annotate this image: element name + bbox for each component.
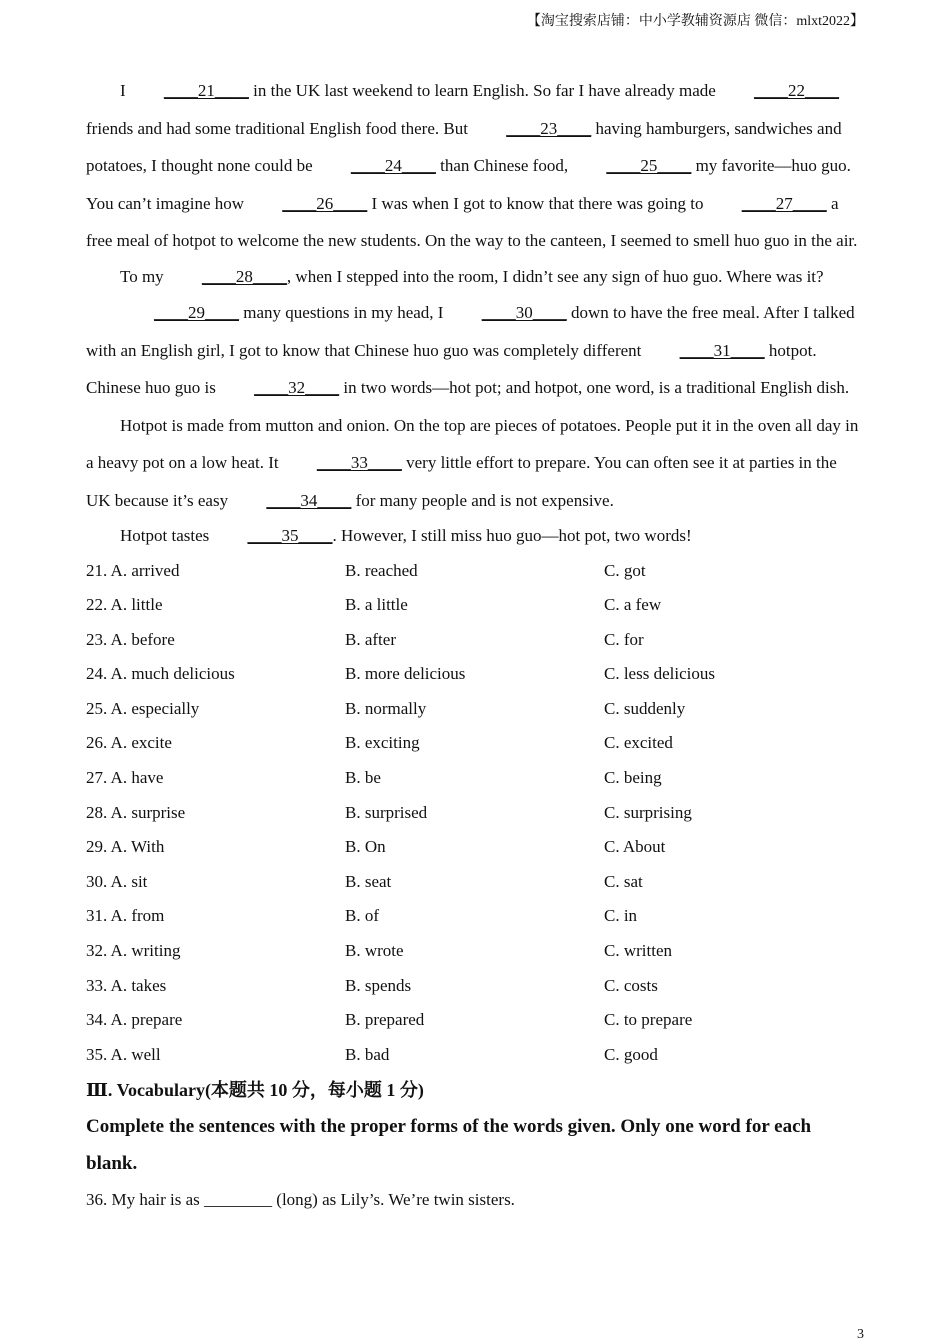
- passage-text: many questions in my head, I: [239, 303, 448, 322]
- answer-blank: ____27____: [741, 193, 827, 213]
- passage-paragraph: [86, 407, 864, 520]
- passage-text: friends and had some traditional English food there. But: [86, 118, 473, 138]
- option-b: B. after: [345, 629, 396, 649]
- option-row: [86, 1038, 864, 1073]
- passage-paragraph: [86, 294, 864, 407]
- option-row: [86, 830, 864, 865]
- passage-text: Hotpot tastes: [120, 526, 214, 545]
- option-b: B. reached: [345, 560, 418, 580]
- option-row: [86, 1003, 864, 1038]
- option-a: 21. A. arrived: [86, 560, 180, 580]
- question-36: 36. My hair is as ________ (long) as Lily’s. We’re twin sisters.: [86, 1190, 515, 1210]
- answer-blank: ____23____: [506, 118, 592, 138]
- option-c: C. in: [604, 906, 638, 926]
- option-b: B. On: [345, 837, 386, 857]
- option-a: 25. A. especially: [86, 698, 200, 718]
- option-b: B. normally: [345, 698, 427, 718]
- passage-text: my favorite—huo guo. You can’t imagine how: [86, 156, 851, 213]
- passage-paragraph: [86, 260, 864, 295]
- option-a: 31. A. from: [86, 906, 165, 926]
- passage-text: having hamburgers, sandwiches and potatoes, I thought none could be: [86, 118, 842, 175]
- passage-text: a free meal of hotpot to welcome the new students. On the way to the canteen, I seemed to smell huo guo in the air.: [86, 193, 858, 250]
- option-row: [86, 761, 864, 796]
- page-content: [86, 72, 864, 1218]
- option-c: C. sat: [604, 871, 643, 891]
- option-a: 32. A. writing: [86, 941, 181, 961]
- answer-blank: ____26____: [282, 193, 368, 213]
- option-row: [86, 623, 864, 658]
- passage-text: very little effort to prepare. You can often see it at parties in the UK because it’s easy: [86, 453, 837, 510]
- option-c: C. being: [604, 768, 662, 788]
- options-list: [86, 554, 864, 1073]
- answer-blank: ____24____: [350, 156, 436, 175]
- passage-text: in two words—hot pot; and hotpot, one word, is a traditional English dish.: [339, 378, 850, 397]
- answer-blank: ____31____: [679, 340, 765, 360]
- option-row: [86, 692, 864, 727]
- option-b: B. bad: [345, 1044, 390, 1064]
- page-number: 3: [857, 1327, 864, 1342]
- section-instruction: Complete the sentences with the proper forms of the words given. Only one word for each blank.: [86, 1116, 812, 1175]
- option-c: C. costs: [604, 975, 658, 995]
- option-a: 24. A. much delicious: [86, 664, 235, 684]
- passage-text: I was when I got to know that there was going to: [367, 193, 708, 213]
- option-c: C. less delicious: [604, 664, 715, 684]
- option-b: B. seat: [345, 871, 392, 891]
- option-a: 34. A. prepare: [86, 1010, 183, 1030]
- option-a: 28. A. surprise: [86, 802, 186, 822]
- option-c: C. About: [604, 837, 666, 857]
- option-c: C. written: [604, 941, 672, 961]
- option-b: B. be: [345, 768, 381, 788]
- answer-blank: ____22____: [754, 81, 840, 100]
- option-a: 22. A. little: [86, 595, 163, 615]
- option-b: B. exciting: [345, 733, 420, 753]
- passage-paragraph: [86, 72, 864, 260]
- option-c: C. a few: [604, 595, 662, 615]
- option-b: B. spends: [345, 975, 412, 995]
- option-row: [86, 899, 864, 934]
- option-b: B. more delicious: [345, 664, 466, 684]
- option-row: [86, 934, 864, 969]
- option-row: [86, 969, 864, 1004]
- option-b: B. surprised: [345, 802, 428, 822]
- answer-blank: ____29____: [154, 303, 239, 322]
- option-b: B. a little: [345, 595, 408, 615]
- option-c: C. good: [604, 1044, 658, 1064]
- option-a: 23. A. before: [86, 629, 175, 649]
- answer-blank: ____35____: [247, 526, 333, 545]
- passage-text: than Chinese food,: [435, 156, 573, 175]
- passage-text: To my: [120, 266, 168, 286]
- option-a: 30. A. sit: [86, 871, 148, 891]
- option-row: [86, 588, 864, 623]
- option-a: 29. A. With: [86, 837, 165, 857]
- answer-blank: ____25____: [606, 156, 692, 175]
- answer-blank: ____33____: [316, 453, 402, 472]
- passage-paragraph: [86, 519, 864, 554]
- option-c: C. excited: [604, 733, 673, 753]
- passage-text: down to have the free meal. After I talked with an English girl, I got to know that Chinese huo guo was completely different: [86, 303, 855, 360]
- cloze-passage: [86, 72, 864, 554]
- passage-text: , when I stepped into the room, I didn’t see any sign of huo guo. Where was it?: [286, 266, 824, 286]
- option-row: [86, 554, 864, 589]
- passage-text: for many people and is not expensive.: [351, 490, 614, 510]
- passage-text: hotpot. Chinese huo guo is: [86, 340, 817, 397]
- passage-text: . However, I still miss huo guo—hot pot, two words!: [332, 526, 692, 545]
- option-b: B. of: [345, 906, 379, 926]
- passage-text: I: [120, 81, 130, 100]
- option-b: B. prepared: [345, 1010, 425, 1030]
- answer-blank: ____21____: [163, 81, 249, 100]
- option-c: C. for: [604, 629, 644, 649]
- option-c: C. suddenly: [604, 698, 686, 718]
- option-row: [86, 657, 864, 692]
- answer-blank: ____30____: [481, 303, 567, 322]
- option-c: C. got: [604, 560, 646, 580]
- option-row: [86, 726, 864, 761]
- answer-blank: ____32____: [254, 378, 340, 397]
- option-c: C. surprising: [604, 802, 692, 822]
- option-row: [86, 865, 864, 900]
- header-note: 【淘宝搜索店铺：中小学教辅资源店 微信：mlxt2022】: [526, 14, 864, 29]
- option-c: C. to prepare: [604, 1010, 693, 1030]
- section-title: Ⅲ. Vocabulary(本题共 10 分，每小题 1 分): [86, 1080, 424, 1101]
- option-a: 33. A. takes: [86, 975, 167, 995]
- option-a: 27. A. have: [86, 768, 164, 788]
- option-b: B. wrote: [345, 941, 404, 961]
- option-row: [86, 796, 864, 831]
- answer-blank: ____28____: [201, 266, 287, 286]
- answer-blank: ____34____: [266, 490, 352, 510]
- option-a: 26. A. excite: [86, 733, 172, 753]
- passage-text: Hotpot is made from mutton and onion. On the top are pieces of potatoes. People put it in the oven all day in a heavy pot on a low heat. It: [86, 415, 859, 472]
- passage-text: in the UK last weekend to learn English. So far I have already made: [248, 81, 721, 100]
- option-a: 35. A. well: [86, 1044, 161, 1064]
